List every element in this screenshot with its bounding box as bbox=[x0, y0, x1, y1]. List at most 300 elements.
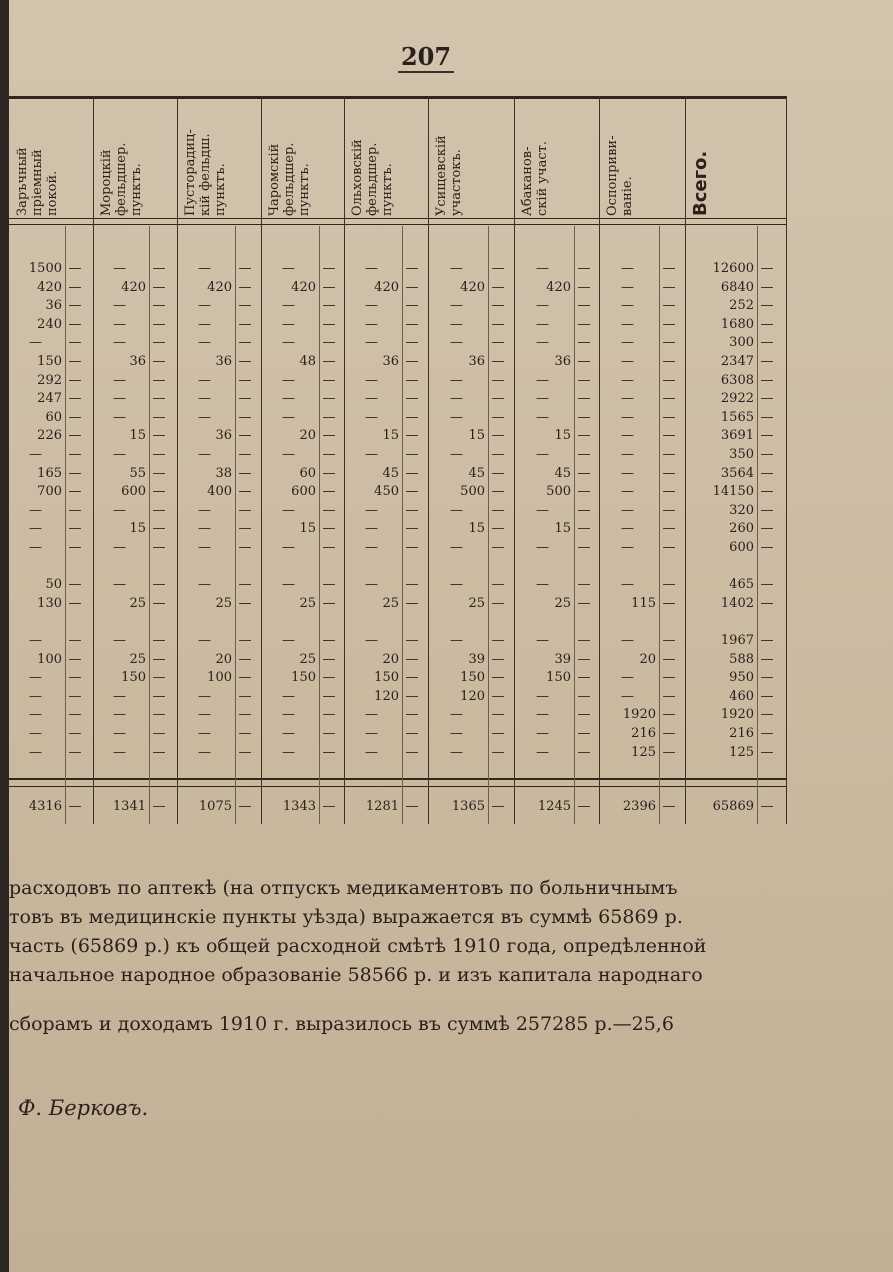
table-cell: — bbox=[113, 372, 126, 388]
table-cell: 38 bbox=[215, 465, 232, 481]
table-cell: 420 bbox=[37, 279, 62, 295]
table-cell: — bbox=[536, 540, 549, 555]
totals-top-rule bbox=[9, 778, 787, 780]
kopeck-dash: — bbox=[662, 707, 676, 723]
kopeck-dash: — bbox=[405, 316, 419, 332]
table-cell: 25 bbox=[468, 595, 485, 611]
kopeck-dash: — bbox=[322, 726, 336, 741]
table-cell: 15 bbox=[299, 521, 316, 537]
kopeck-dash: — bbox=[322, 279, 336, 295]
total-cell: 1341 bbox=[112, 799, 146, 814]
kopeck-dash: — bbox=[238, 799, 252, 814]
column-header-label: Заръчный пріемный покой. bbox=[15, 147, 60, 216]
table-cell: 15 bbox=[554, 428, 571, 444]
kopeck-dash: — bbox=[152, 391, 166, 407]
table-cell: 120 bbox=[374, 688, 399, 704]
kopeck-dash: — bbox=[662, 316, 676, 332]
table-cell: 1500 bbox=[28, 261, 62, 276]
table-cell: — bbox=[113, 391, 126, 407]
table-cell: 15 bbox=[554, 521, 571, 537]
header-bottom-rule bbox=[9, 218, 787, 219]
kopeck-dash: — bbox=[238, 633, 252, 648]
table-cell: — bbox=[29, 521, 42, 537]
table-cell: 500 bbox=[546, 484, 571, 500]
kopeck-dash: — bbox=[405, 447, 419, 462]
table-cell: 45 bbox=[382, 465, 399, 481]
kopeck-dash: — bbox=[322, 707, 336, 723]
table-cell: 36 bbox=[554, 354, 571, 369]
table-cell: — bbox=[282, 502, 295, 518]
table-cell: — bbox=[282, 447, 295, 462]
table-cell: — bbox=[198, 744, 211, 760]
column-header-zarechny bbox=[11, 104, 86, 216]
kopeck-dash: — bbox=[68, 279, 82, 295]
table-cell: — bbox=[621, 428, 634, 444]
kopeck-dash: — bbox=[491, 316, 505, 332]
table-cell: — bbox=[198, 726, 211, 741]
table-cell: 400 bbox=[207, 484, 232, 500]
kopeck-dash: — bbox=[760, 633, 774, 648]
kopeck-dash: — bbox=[152, 316, 166, 332]
kopeck-dash: — bbox=[662, 633, 676, 648]
table-cell: — bbox=[450, 502, 463, 518]
kopeck-dash: — bbox=[405, 335, 419, 351]
table-cell: — bbox=[621, 521, 634, 537]
kopeck-dash: — bbox=[577, 354, 591, 369]
table-cell: 950 bbox=[729, 670, 754, 686]
kopeck-dash: — bbox=[152, 670, 166, 686]
kopeck-dash: — bbox=[322, 391, 336, 407]
kopeck-dash: — bbox=[662, 409, 676, 425]
kopeck-dash: — bbox=[491, 521, 505, 537]
kopeck-dash: — bbox=[577, 540, 591, 555]
table-cell: 36 bbox=[215, 354, 232, 369]
expense-table bbox=[9, 96, 787, 824]
table-cell: — bbox=[113, 744, 126, 760]
kopeck-dash: — bbox=[760, 577, 774, 593]
kopeck-dash: — bbox=[322, 633, 336, 648]
table-cell: 15 bbox=[129, 521, 146, 537]
page-number: 207 bbox=[400, 42, 452, 71]
table-cell: 2922 bbox=[720, 391, 754, 407]
table-cell: 700 bbox=[37, 484, 62, 500]
kopeck-dash: — bbox=[152, 726, 166, 741]
table-cell: — bbox=[621, 447, 634, 462]
kopeck-dash: — bbox=[68, 354, 82, 369]
kopeck-dash: — bbox=[491, 279, 505, 295]
column-header-label: Пусторадиц- кій фельдш. пунктъ. bbox=[183, 129, 228, 216]
table-cell: 1920 bbox=[622, 707, 656, 723]
kopeck-dash: — bbox=[238, 465, 252, 481]
kopeck-dash: — bbox=[760, 465, 774, 481]
kopeck-dash: — bbox=[577, 744, 591, 760]
column-header-morotsky bbox=[95, 104, 170, 216]
table-cell: 350 bbox=[729, 447, 754, 462]
column-header-label: Усищевскій участокъ. bbox=[434, 135, 464, 216]
table-cell: — bbox=[536, 688, 549, 704]
total-cell: 1365 bbox=[451, 799, 485, 814]
table-cell: — bbox=[282, 391, 295, 407]
table-cell: 60 bbox=[45, 409, 62, 425]
kopeck-dash: — bbox=[238, 670, 252, 686]
table-cell: 1565 bbox=[720, 409, 754, 425]
kopeck-dash: — bbox=[68, 595, 82, 611]
text-line: часть (65869 р.) къ общей расходной смѣтѣ 1910 года, опредѣленной bbox=[9, 935, 707, 957]
table-cell: — bbox=[113, 335, 126, 351]
column-header-abakanovsky bbox=[516, 104, 591, 216]
table-cell: — bbox=[536, 707, 549, 723]
table-cell: — bbox=[450, 707, 463, 723]
kopeck-dash: — bbox=[405, 540, 419, 555]
kopeck-dash: — bbox=[760, 354, 774, 369]
kopeck-dash: — bbox=[238, 409, 252, 425]
total-cell: 1281 bbox=[365, 799, 399, 814]
kopeck-dash: — bbox=[68, 261, 82, 276]
table-cell: 6840 bbox=[720, 279, 754, 295]
kopeck-dash: — bbox=[322, 335, 336, 351]
table-cell: — bbox=[450, 577, 463, 593]
kopeck-dash: — bbox=[152, 502, 166, 518]
table-cell: — bbox=[198, 409, 211, 425]
kopeck-dash: — bbox=[662, 521, 676, 537]
table-cell: 36 bbox=[129, 354, 146, 369]
table-cell: — bbox=[536, 261, 549, 276]
total-cell: 1075 bbox=[198, 799, 232, 814]
kopeck-dash: — bbox=[405, 484, 419, 500]
kopeck-dash: — bbox=[152, 651, 166, 667]
kopeck-dash: — bbox=[68, 726, 82, 741]
kopeck-dash: — bbox=[152, 799, 166, 814]
table-cell: — bbox=[282, 577, 295, 593]
kopeck-dash: — bbox=[238, 726, 252, 741]
kopeck-dash: — bbox=[152, 354, 166, 369]
table-cell: 420 bbox=[374, 279, 399, 295]
kopeck-dash: — bbox=[491, 744, 505, 760]
table-cell: 130 bbox=[37, 595, 62, 611]
kopeck-dash: — bbox=[577, 447, 591, 462]
kopeck-dash: — bbox=[577, 633, 591, 648]
table-cell: — bbox=[198, 298, 211, 314]
kopeck-dash: — bbox=[68, 335, 82, 351]
kopeck-dash: — bbox=[322, 799, 336, 814]
kopeck-dash: — bbox=[760, 540, 774, 555]
table-cell: 50 bbox=[45, 577, 62, 593]
kopeck-dash: — bbox=[760, 651, 774, 667]
kopeck-dash: — bbox=[577, 651, 591, 667]
text-line: расходовъ по аптекѣ (на отпускъ медикаментовъ по больничнымъ bbox=[9, 877, 678, 899]
kopeck-dash: — bbox=[662, 502, 676, 518]
table-cell: — bbox=[282, 744, 295, 760]
kopeck-dash: — bbox=[238, 372, 252, 388]
table-cell: — bbox=[450, 372, 463, 388]
table-cell: 500 bbox=[460, 484, 485, 500]
kopeck-dash: — bbox=[662, 744, 676, 760]
kopeck-dash: — bbox=[662, 577, 676, 593]
kopeck-dash: — bbox=[760, 335, 774, 351]
table-cell: 15 bbox=[382, 428, 399, 444]
kopeck-dash: — bbox=[322, 465, 336, 481]
table-cell: — bbox=[198, 261, 211, 276]
table-cell: — bbox=[365, 335, 378, 351]
kopeck-dash: — bbox=[662, 651, 676, 667]
table-cell: 100 bbox=[207, 670, 232, 686]
table-cell: — bbox=[621, 577, 634, 593]
table-cell: — bbox=[282, 261, 295, 276]
kopeck-dash: — bbox=[491, 391, 505, 407]
table-cell: 292 bbox=[37, 372, 62, 388]
kopeck-dash: — bbox=[662, 465, 676, 481]
text-line: сборамъ и доходамъ 1910 г. выразилось въ суммѣ 257285 р.—25,6 bbox=[9, 1013, 674, 1035]
kopeck-dash: — bbox=[405, 521, 419, 537]
body-text bbox=[9, 874, 889, 1039]
kopeck-dash: — bbox=[238, 540, 252, 555]
signature: Ф. Берковъ. bbox=[18, 1096, 149, 1120]
kopeck-dash: — bbox=[68, 391, 82, 407]
kopeck-dash: — bbox=[577, 465, 591, 481]
table-cell: — bbox=[29, 502, 42, 518]
kopeck-dash: — bbox=[405, 651, 419, 667]
table-cell: 150 bbox=[121, 670, 146, 686]
table-cell: — bbox=[198, 633, 211, 648]
table-cell: — bbox=[450, 335, 463, 351]
kopeck-dash: — bbox=[68, 670, 82, 686]
table-cell: — bbox=[450, 409, 463, 425]
table-cell: — bbox=[29, 447, 42, 462]
table-cell: — bbox=[282, 633, 295, 648]
kopeck-dash: — bbox=[760, 316, 774, 332]
kopeck-dash: — bbox=[152, 409, 166, 425]
kopeck-dash: — bbox=[322, 261, 336, 276]
table-cell: — bbox=[198, 316, 211, 332]
column-header-olkhovsky bbox=[346, 104, 421, 216]
table-cell: — bbox=[536, 447, 549, 462]
kopeck-dash: — bbox=[577, 298, 591, 314]
kopeck-dash: — bbox=[577, 391, 591, 407]
table-cell: 320 bbox=[729, 502, 754, 518]
kopeck-dash: — bbox=[577, 670, 591, 686]
kopeck-dash: — bbox=[152, 279, 166, 295]
kopeck-dash: — bbox=[322, 447, 336, 462]
table-cell: 20 bbox=[299, 428, 316, 444]
table-cell: — bbox=[29, 540, 42, 555]
table-cell: — bbox=[621, 279, 634, 295]
kopeck-dash: — bbox=[577, 316, 591, 332]
table-cell: — bbox=[198, 372, 211, 388]
table-cell: — bbox=[113, 409, 126, 425]
kopeck-dash: — bbox=[238, 298, 252, 314]
table-cell: 240 bbox=[37, 316, 62, 332]
table-cell: — bbox=[113, 540, 126, 555]
kopeck-dash: — bbox=[322, 688, 336, 704]
table-cell: — bbox=[450, 744, 463, 760]
kopeck-dash: — bbox=[152, 261, 166, 276]
table-cell: 460 bbox=[729, 688, 754, 704]
table-cell: 216 bbox=[631, 726, 656, 741]
kopeck-dash: — bbox=[405, 688, 419, 704]
kopeck-dash: — bbox=[322, 521, 336, 537]
table-cell: 15 bbox=[468, 428, 485, 444]
kopeck-dash: — bbox=[68, 484, 82, 500]
table-cell: — bbox=[198, 577, 211, 593]
kopeck-dash: — bbox=[152, 540, 166, 555]
kopeck-dash: — bbox=[238, 595, 252, 611]
table-cell: 15 bbox=[468, 521, 485, 537]
table-cell: — bbox=[365, 577, 378, 593]
kopeck-dash: — bbox=[662, 428, 676, 444]
table-cell: — bbox=[365, 633, 378, 648]
kopeck-dash: — bbox=[405, 372, 419, 388]
table-cell: 39 bbox=[554, 651, 571, 667]
table-cell: 36 bbox=[215, 428, 232, 444]
table-cell: — bbox=[29, 726, 42, 741]
table-cell: — bbox=[621, 261, 634, 276]
kopeck-dash: — bbox=[68, 409, 82, 425]
kopeck-dash: — bbox=[491, 670, 505, 686]
table-cell: 300 bbox=[729, 335, 754, 351]
kopeck-dash: — bbox=[152, 372, 166, 388]
table-cell: — bbox=[621, 670, 634, 686]
kopeck-dash: — bbox=[662, 335, 676, 351]
table-cell: 12600 bbox=[712, 261, 754, 276]
table-cell: 20 bbox=[215, 651, 232, 667]
kopeck-dash: — bbox=[152, 447, 166, 462]
kopeck-dash: — bbox=[405, 428, 419, 444]
kopeck-dash: — bbox=[760, 799, 774, 814]
table-cell: — bbox=[113, 633, 126, 648]
table-cell: 420 bbox=[207, 279, 232, 295]
table-cell: 60 bbox=[299, 465, 316, 481]
table-cell: — bbox=[113, 298, 126, 314]
column-header-ospoprivivanie bbox=[601, 104, 676, 216]
table-cell: 25 bbox=[554, 595, 571, 611]
kopeck-dash: — bbox=[68, 707, 82, 723]
kopeck-dash: — bbox=[405, 298, 419, 314]
kopeck-dash: — bbox=[238, 744, 252, 760]
kopeck-dash: — bbox=[760, 409, 774, 425]
table-cell: 165 bbox=[37, 465, 62, 481]
kopeck-dash: — bbox=[662, 726, 676, 741]
table-cell: — bbox=[29, 335, 42, 351]
kopeck-dash: — bbox=[152, 521, 166, 537]
kopeck-dash: — bbox=[577, 595, 591, 611]
kopeck-dash: — bbox=[152, 707, 166, 723]
kopeck-dash: — bbox=[322, 372, 336, 388]
table-cell: 25 bbox=[382, 595, 399, 611]
table-cell: — bbox=[198, 502, 211, 518]
kopeck-dash: — bbox=[760, 298, 774, 314]
table-cell: — bbox=[450, 261, 463, 276]
kopeck-dash: — bbox=[238, 428, 252, 444]
kopeck-dash: — bbox=[577, 688, 591, 704]
table-cell: — bbox=[621, 316, 634, 332]
table-cell: — bbox=[198, 521, 211, 537]
table-cell: — bbox=[113, 316, 126, 332]
kopeck-dash: — bbox=[491, 726, 505, 741]
table-cell: — bbox=[113, 447, 126, 462]
table-cell: — bbox=[621, 484, 634, 500]
table-cell: 36 bbox=[468, 354, 485, 369]
table-cell: — bbox=[198, 391, 211, 407]
table-cell: 1680 bbox=[720, 316, 754, 332]
kopeck-dash: — bbox=[760, 391, 774, 407]
kopeck-dash: — bbox=[68, 502, 82, 518]
kopeck-dash: — bbox=[405, 502, 419, 518]
kopeck-dash: — bbox=[491, 447, 505, 462]
kopeck-dash: — bbox=[322, 651, 336, 667]
table-cell: 2347 bbox=[720, 354, 754, 369]
totals-second-rule bbox=[9, 786, 787, 787]
table-cell: 260 bbox=[729, 521, 754, 537]
kopeck-dash: — bbox=[68, 688, 82, 704]
table-cell: 39 bbox=[468, 651, 485, 667]
table-cell: — bbox=[536, 372, 549, 388]
table-cell: — bbox=[365, 447, 378, 462]
table-cell: — bbox=[365, 391, 378, 407]
table-cell: 420 bbox=[291, 279, 316, 295]
table-cell: — bbox=[621, 633, 634, 648]
kopeck-dash: — bbox=[662, 670, 676, 686]
kopeck-dash: — bbox=[68, 577, 82, 593]
kopeck-dash: — bbox=[760, 595, 774, 611]
kopeck-dash: — bbox=[577, 409, 591, 425]
kopeck-dash: — bbox=[662, 261, 676, 276]
table-cell: — bbox=[29, 688, 42, 704]
kopeck-dash: — bbox=[322, 577, 336, 593]
table-cell: — bbox=[113, 688, 126, 704]
table-cell: — bbox=[450, 726, 463, 741]
table-cell: — bbox=[365, 316, 378, 332]
table-cell: — bbox=[365, 744, 378, 760]
kopeck-dash: — bbox=[68, 799, 82, 814]
kopeck-dash: — bbox=[68, 316, 82, 332]
table-cell: — bbox=[365, 707, 378, 723]
kopeck-dash: — bbox=[322, 595, 336, 611]
kopeck-dash: — bbox=[322, 428, 336, 444]
table-cell: 3564 bbox=[720, 465, 754, 481]
kopeck-dash: — bbox=[68, 298, 82, 314]
kopeck-dash: — bbox=[405, 670, 419, 686]
kopeck-dash: — bbox=[152, 428, 166, 444]
kopeck-dash: — bbox=[68, 651, 82, 667]
kopeck-dash: — bbox=[577, 577, 591, 593]
table-cell: 25 bbox=[299, 595, 316, 611]
kopeck-dash: — bbox=[577, 707, 591, 723]
total-cell: 1343 bbox=[282, 799, 316, 814]
column-header-ustsevsky bbox=[430, 104, 505, 216]
table-cell: — bbox=[450, 316, 463, 332]
page-number-underline bbox=[398, 71, 454, 73]
table-cell: 25 bbox=[215, 595, 232, 611]
kopeck-dash: — bbox=[760, 447, 774, 462]
table-cell: 100 bbox=[37, 651, 62, 667]
table-cell: 450 bbox=[374, 484, 399, 500]
table-cell: 226 bbox=[37, 428, 62, 444]
table-cell: — bbox=[621, 540, 634, 555]
table-cell: 150 bbox=[460, 670, 485, 686]
kopeck-dash: — bbox=[491, 428, 505, 444]
table-top-rule bbox=[9, 96, 787, 99]
table-cell: 55 bbox=[129, 465, 146, 481]
kopeck-dash: — bbox=[760, 688, 774, 704]
table-cell: — bbox=[282, 726, 295, 741]
kopeck-dash: — bbox=[662, 799, 676, 814]
kopeck-dash: — bbox=[760, 484, 774, 500]
kopeck-dash: — bbox=[68, 521, 82, 537]
kopeck-dash: — bbox=[68, 447, 82, 462]
kopeck-dash: — bbox=[760, 670, 774, 686]
kopeck-dash: — bbox=[662, 298, 676, 314]
table-cell: — bbox=[450, 298, 463, 314]
